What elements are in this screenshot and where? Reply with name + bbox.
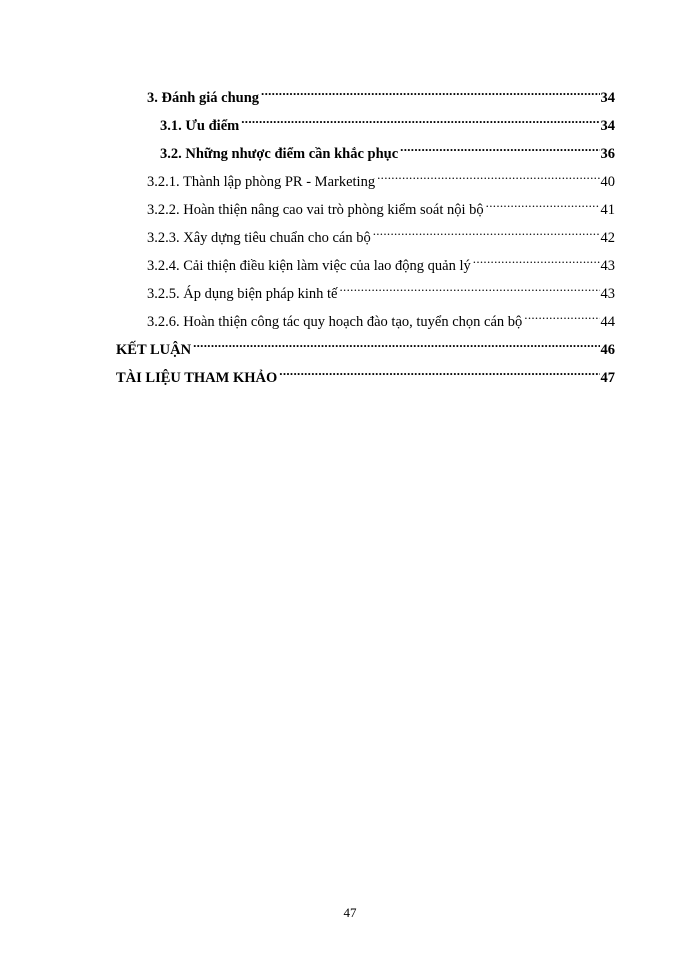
toc-entry-title: 3.2.1. Thành lập phòng PR - Marketing (147, 174, 376, 190)
toc-entry-page: 43 (600, 286, 615, 302)
dot-leader (279, 358, 599, 382)
toc-entry-title: 3. Đánh giá chung (147, 90, 260, 106)
toc-entry-page: 43 (600, 258, 615, 274)
dot-leader (473, 246, 600, 270)
toc-entry-3-2-3[interactable] (147, 218, 615, 246)
toc-entry-danh-gia-chung[interactable] (147, 78, 615, 106)
toc-entry-page: 40 (600, 174, 615, 190)
toc-entry-tai-lieu-tham-khao[interactable] (116, 358, 615, 386)
toc-entry-title: 3.1. Ưu điểm (160, 118, 240, 134)
toc-entry-page: 41 (600, 202, 615, 218)
toc-entry-3-2-4[interactable] (147, 246, 615, 274)
toc-entry-title: TÀI LIỆU THAM KHẢO (116, 370, 278, 386)
toc-entry-page: 44 (600, 314, 615, 330)
toc-entry-title: 3.2.3. Xây dựng tiêu chuẩn cho cán bộ (147, 230, 371, 246)
dot-leader (377, 162, 599, 186)
dot-leader (193, 330, 599, 354)
toc-entry-3-2-1[interactable] (147, 162, 615, 190)
toc-entry-uu-diem[interactable] (160, 106, 615, 134)
dot-leader (340, 274, 600, 298)
toc-entry-page: 34 (600, 90, 615, 106)
toc-entry-title: 3.2.4. Cải thiện điều kiện làm việc của lao động quản lý (147, 258, 471, 274)
toc-entry-nhuoc-diem[interactable] (160, 134, 615, 162)
dot-leader (524, 302, 599, 326)
toc-entry-title: KẾT LUẬN (116, 342, 192, 358)
toc-entry-page: 34 (600, 118, 615, 134)
dot-leader (486, 190, 600, 214)
toc-entry-3-2-5[interactable] (147, 274, 615, 302)
toc-entry-title: 3.2.6. Hoàn thiện công tác quy hoạch đào tạo, tuyển chọn cán bộ (147, 314, 523, 330)
dot-leader (373, 218, 600, 242)
toc-entry-title: 3.2. Những nhược điểm cần khắc phục (160, 146, 399, 162)
toc-entry-page: 46 (600, 342, 615, 358)
toc-entry-page: 36 (600, 146, 615, 162)
toc-entry-page: 47 (600, 370, 615, 386)
toc-entry-3-2-6[interactable] (147, 302, 615, 330)
page-number: 47 (343, 905, 357, 920)
toc-entry-page: 42 (600, 230, 615, 246)
dot-leader (400, 134, 599, 158)
dot-leader (261, 78, 599, 102)
toc-entry-title: 3.2.2. Hoàn thiện nâng cao vai trò phòng kiểm soát nội bộ (147, 202, 484, 218)
toc-entry-title: 3.2.5. Áp dụng biện pháp kinh tế (147, 286, 338, 302)
dot-leader (241, 106, 599, 130)
toc-entry-3-2-2[interactable] (147, 190, 615, 218)
toc-entry-ket-luan[interactable] (116, 330, 615, 358)
